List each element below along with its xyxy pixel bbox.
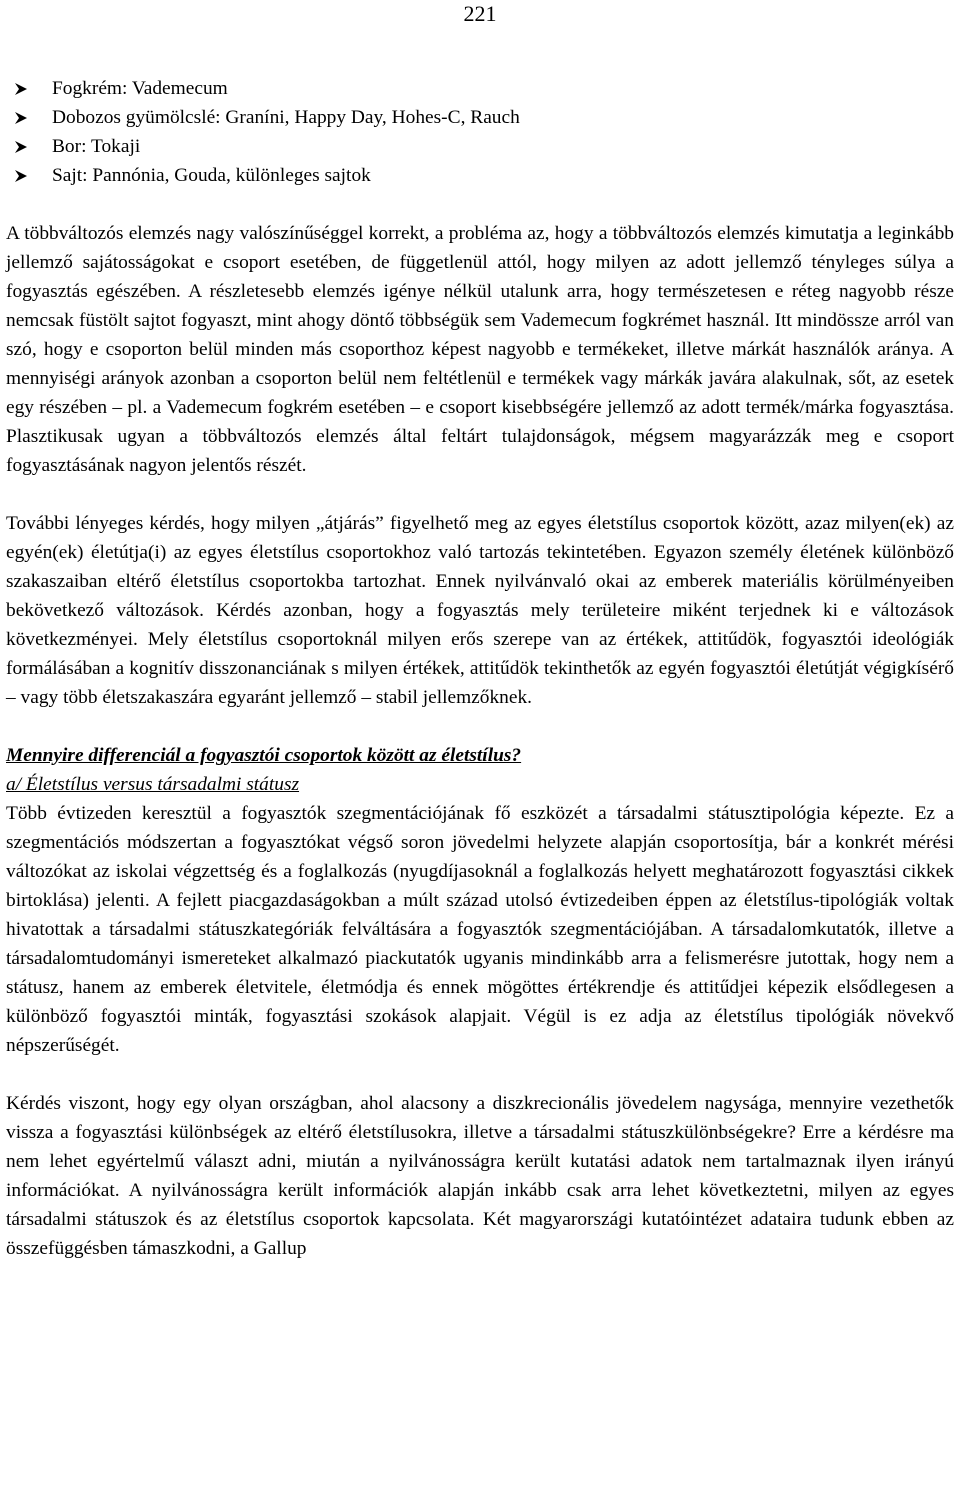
paragraph-multivariate-analysis: A többváltozós elemzés nagy valószínűséggel korrekt, a probléma az, hogy a többváltozós elemzés kimutatja a leginkább jellemző sajátosságokat e csoport esetében, de függetlenül attól, hogy milyen az adott jellemző tényleges súlya a fogyasztás egészében. A részletesebb elemzés igénye nélkül utalunk arra, hogy természetesen e réteg nagyobb része nemcsak füstölt sajtot fogyaszt, mint ahogy döntő többségük sem Vademecum fogkrémet használ. Itt mindössze arról van szó, hogy e csoporton belül minden más csoporthoz képest nagyobb e termékeket, illetve márkát használók aránya. A mennyiségi arányok azonban a csoporton belül nem feltétlenül e termékek vagy márkák javára alakulnak, sőt, az esetek egy részében – pl. a Vademecum fogkrém esetében – e csoport kisebbségére jellemző az adott termék/márka fogyasztása. Plasztikusak ugyan a többváltozós elemzés által feltárt tulajdonságok, mégsem magyarázzák meg e csoport fogyasztásának nagyon jelentős részét. [6,223,954,476]
list-item [12,103,954,132]
paragraph-status-typology: Több évtizeden keresztül a fogyasztók szegmentációjának fő eszközét a társadalmi státusztipológia képezte. Ez a szegmentációs módszertan a fogyasztókat végső soron jövedelmi helyzete alapján csoportosítja, bár a konkrét mérési változókat az iskolai végzettség és a foglalkozás (nyugdíjasoknál a foglalkozás helyett meghatározott fogyasztási cikkek birtoklása) jelenti. A fejlett piacgazdaságokban a múlt század utolsó évtizedeiben éppen az életstílus-tipológiák voltak hivatottak a társadalmi státuszkategóriák felváltására a fogyasztók szegmentációjában. A társadalomkutatók, illetve a társadalomtudományi ismereteket alkalmazó piackutatók ugyanis mindinkább arra a felismerésre jutottak, hogy nem a státusz, hanem az emberek életvitele, életmódja és ennek mögöttes értékrendje és attitűdjei képezik elsődlegesen a különböző fogyasztói minták, fogyasztási szokások alapjait. Végül is ez adja az életstílus tipológiák növekvő népszerűségét. [6,803,954,1056]
bullet-text: Dobozos gyümölcslé: Graníni, Happy Day, Hohes-C, Rauch [52,107,520,128]
bullet-text: Fogkrém: Vademecum [52,78,228,99]
bullet-text: Bor: Tokaji [52,136,141,157]
page-number: 221 [463,1,497,26]
arrowhead-bullet-icon [14,169,28,183]
arrowhead-bullet-icon [14,140,28,154]
paragraph-lifestyle-transitions: További lényeges kérdés, hogy milyen „átjárás” figyelhető meg az egyes életstílus csoportok között, azaz milyen(ek) az egyén(ek) életútja(i) az egyes életstílus csoportokhoz való tartozás tekintetében. Egyazon személy életének különböző szakaszaiban eltérő életstílus csoportokba tartozhat. Ennek nyilvánvaló okai az emberek materiális körülményeiben bekövetkező változások. Kérdés azonban, hogy a fogyasztás mely területeire miként terjednek ki e változások következményei. Mely életstílus csoportoknál milyen erős szerepe van az értékek, attitűdök, fogyasztói ideológiák formálásában a kognitív disszonanciának s milyen értékek, attitűdök tekinthetők az egyén fogyasztói életútját végigkísérő – vagy több életszakaszára egyaránt jellemző – stabil jellemzőknek. [6,513,954,708]
subsection-heading: a/ Életstílus versus társadalmi státusz [6,774,300,795]
document-body [6,74,954,1263]
arrowhead-bullet-icon [14,111,28,125]
bullet-text: Sajt: Pannónia, Gouda, különleges sajtok [52,165,371,186]
bullet-list [6,74,954,190]
list-item [12,74,954,103]
section-heading: Mennyire differenciál a fogyasztói csoportok között az életstílus? [6,745,522,766]
list-item [12,161,954,190]
paragraph-discretionary-income: Kérdés viszont, hogy egy olyan országban, ahol alacsony a diszkrecionális jövedelem nagysága, mennyire vezethetők vissza a fogyasztási különbségek az eltérő életstílusokra, illetve a társadalmi státuszkülönbségekre? Erre a kérdésre ma nem lehet egyértelmű választ adni, miután a nyilvánosságra került kutatási adatok nem tartalmaznak ilyen irányú információkat. A nyilvánosságra került információk alapján inkább csak arra lehet következtetni, milyen az egyes társadalmi státuszok és az életstílus csoportok kapcsolata. Két magyarországi kutatóintézet adataira tudunk ebben az összefüggésben támaszkodni, a Gallup [6,1093,954,1259]
arrowhead-bullet-icon [14,82,28,96]
list-item [12,132,954,161]
section-heading-block [6,741,954,799]
